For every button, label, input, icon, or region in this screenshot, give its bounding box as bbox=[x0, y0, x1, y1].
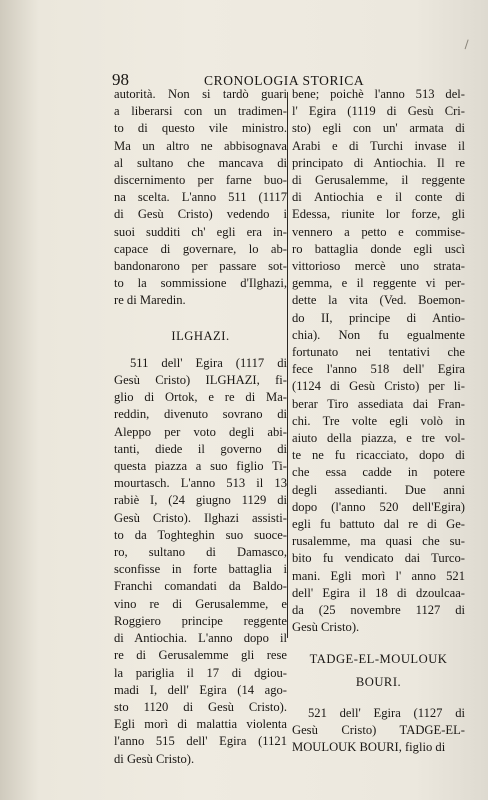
text-line: al sultano che mancava di bbox=[114, 155, 287, 170]
text-line: questa piazza a suo figlio Ti- bbox=[114, 459, 287, 474]
text-line: Aleppo per voto degli abi- bbox=[114, 424, 287, 439]
section-heading-tadge: TADGE-EL-MOULOUK bbox=[309, 651, 448, 666]
text-line: ro, sultano di Damasco, bbox=[114, 545, 287, 560]
text-line: sconfisse in forte battaglia i bbox=[114, 562, 287, 577]
text-line: discernimento per farne buo- bbox=[114, 173, 287, 188]
text-line: di Gesù Cristo). bbox=[114, 751, 195, 766]
text-line: di Gesù Cristo) vedendo i bbox=[114, 207, 287, 222]
text-line: aiuto della piazza, e tre vol- bbox=[292, 431, 465, 446]
section-heading-ilghazi: ILGHAZI. bbox=[171, 328, 230, 343]
text-line: mourtasch. L'anno 513 il 13 bbox=[114, 476, 287, 491]
text-line: re di Maredin. bbox=[114, 293, 186, 308]
text-line: fece l'anno 518 dell' Egira bbox=[292, 362, 465, 377]
text-line: sto 1120 di Gesù Cristo). bbox=[114, 699, 287, 714]
text-line: Gesù Cristo). Ilghazi assisti- bbox=[114, 510, 287, 525]
text-line: a liberarsi con un tradimen- bbox=[114, 104, 287, 119]
page-number: 98 bbox=[112, 70, 129, 89]
text-line: di Gerusalemme, il reggente bbox=[292, 173, 465, 188]
text-line: te ne fu ricacciato, dopo di bbox=[292, 448, 465, 463]
text-line: Roggiero principe reggente bbox=[114, 613, 287, 628]
text-line: di Antiochia e il conte di bbox=[292, 190, 465, 205]
text-line: reddin, divenuto sovrano di bbox=[114, 407, 287, 422]
right-column bbox=[292, 86, 465, 757]
text-line: dell' Egira il 18 di dzoulcaa- bbox=[292, 585, 465, 600]
text-line: chia). Non fu egualmente bbox=[292, 327, 465, 342]
left-paragraph-ilghazi bbox=[114, 355, 287, 768]
text-line: re di Gerusalemme gli rese bbox=[114, 648, 287, 663]
text-line: MOULOUK BOURI, figlio di bbox=[292, 740, 446, 755]
text-line: na scelta. L'anno 511 (1117 bbox=[114, 190, 287, 205]
text-line: chi. Tre volte egli volò in bbox=[292, 413, 465, 428]
text-line: Ma un altro ne abbisognava bbox=[114, 138, 287, 153]
text-line: di Antiochia. L'anno dopo il bbox=[114, 631, 287, 646]
text-line: autorità. Non si tardò guari bbox=[114, 87, 287, 101]
text-line: do II, principe di Antio- bbox=[292, 310, 465, 325]
text-line: la pariglia il 17 di dgiou- bbox=[114, 665, 287, 680]
text-line: l' Egira (1119 di Gesù Cri- bbox=[292, 104, 465, 119]
text-line: bene; poichè l'anno 513 del- bbox=[292, 87, 465, 101]
text-line: to di questo vile ministro. bbox=[114, 121, 287, 136]
text-line: dopo (l'anno 520 dell'Egira) bbox=[292, 499, 465, 514]
running-title: CRONOLOGIA STORICA bbox=[204, 73, 365, 88]
text-line: Gesù Cristo) TADGE-EL- bbox=[292, 723, 465, 738]
text-line: vennero a petto e commise- bbox=[292, 224, 465, 239]
text-line: fortunato nei tentativi che bbox=[292, 345, 465, 360]
text-line: bito fu vendicato dai Turco- bbox=[292, 551, 465, 566]
text-line: Gesù Cristo). bbox=[292, 620, 360, 635]
text-line: 521 dell' Egira (1127 di bbox=[308, 705, 465, 720]
text-line: (1124 di Gesù Cristo) per li- bbox=[292, 379, 465, 394]
text-line: egli fu battuto dal re di Ge- bbox=[292, 517, 465, 532]
text-line: Franchi comandati da Baldo- bbox=[114, 579, 287, 594]
text-line: dette la vita (Ved. Boemon- bbox=[292, 293, 465, 308]
text-line: Edessa, riunite lor forze, gli bbox=[292, 207, 465, 222]
text-line: rusalemme, ma quasi che su- bbox=[292, 534, 465, 549]
right-paragraph-continued bbox=[292, 86, 465, 637]
text-line: vittorioso mercè uno strata- bbox=[292, 259, 465, 274]
section-heading-bouri: BOURI. bbox=[355, 674, 402, 689]
text-line: l'anno 515 dell' Egira (1121 bbox=[114, 734, 287, 749]
text-line: to da Toghteghin suo suoce- bbox=[114, 527, 287, 542]
left-paragraph-continued bbox=[114, 86, 287, 310]
page-edge-mark bbox=[465, 39, 473, 50]
text-line: che essa cadde in potere bbox=[292, 465, 465, 480]
text-line: madi I, dell' Egira (14 ago- bbox=[114, 682, 287, 697]
text-line: berar Tiro assediata dai Fran- bbox=[292, 396, 465, 411]
left-column bbox=[114, 86, 287, 768]
text-line: Egli morì di malattia violenta bbox=[114, 717, 287, 732]
text-line: glio di Ortok, e re di Ma- bbox=[114, 390, 287, 405]
right-paragraph-tadge bbox=[292, 705, 465, 757]
text-line: da (25 novembre 1127 di bbox=[292, 603, 465, 618]
text-line: Gesù Cristo) ILGHAZI, fi- bbox=[114, 373, 287, 388]
text-line: rabiè I, (24 giugno 1129 di bbox=[114, 493, 287, 508]
text-line: Arabi e di Turchi invase il bbox=[292, 138, 465, 153]
text-line: bandonarono per passare sot- bbox=[114, 259, 287, 274]
column-rule bbox=[287, 92, 288, 638]
text-line: 511 dell' Egira (1117 di bbox=[130, 355, 287, 370]
text-line: capace di governare, lo ab- bbox=[114, 241, 287, 256]
text-line: suoi sudditi ch' egli era in- bbox=[114, 224, 287, 239]
text-line: sto) egli con un' armata di bbox=[292, 121, 465, 136]
text-line: mani. Egli morì l' anno 521 bbox=[292, 568, 465, 583]
text-line: vino re di Gerusalemme, e bbox=[114, 596, 287, 611]
text-line: degli assedianti. Due anni bbox=[292, 482, 465, 497]
text-line: tanti, diede il governo di bbox=[114, 441, 287, 456]
text-line: principato di Antiochia. Il re bbox=[292, 155, 465, 170]
text-line: gemma, e il reggente vi per- bbox=[292, 276, 465, 291]
text-line: ro battaglia donde egli uscì bbox=[292, 241, 465, 256]
text-line: to la sommissione d'Ilghazi, bbox=[114, 276, 287, 291]
